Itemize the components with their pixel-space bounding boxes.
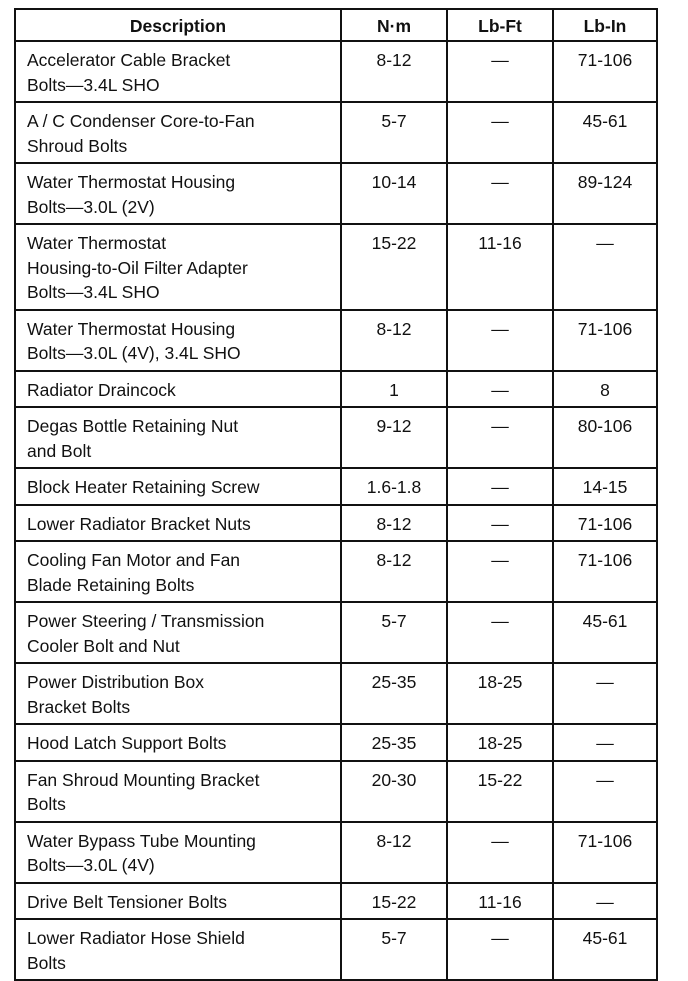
cell-description: Power Distribution Box Bracket Bolts (15, 663, 341, 724)
cell-description: Water Bypass Tube Mounting Bolts—3.0L (4V) (15, 822, 341, 883)
cell-description: Degas Bottle Retaining Nut and Bolt (15, 407, 341, 468)
cell-lbin: — (553, 724, 657, 761)
cell-lbin: 71-106 (553, 822, 657, 883)
cell-lbft: — (447, 919, 553, 980)
cell-lbft: 15-22 (447, 761, 553, 822)
cell-nm: 9-12 (341, 407, 447, 468)
column-header-lbft: Lb-Ft (447, 9, 553, 41)
cell-description: Lower Radiator Bracket Nuts (15, 505, 341, 542)
cell-lbft: — (447, 371, 553, 408)
cell-nm: 8-12 (341, 822, 447, 883)
cell-lbft: — (447, 602, 553, 663)
table-row (15, 541, 657, 602)
cell-lbft: — (447, 468, 553, 505)
cell-description: Water Thermostat Housing-to-Oil Filter Adapter Bolts—3.4L SHO (15, 224, 341, 310)
table-row (15, 919, 657, 980)
table-row (15, 407, 657, 468)
cell-lbft: — (447, 541, 553, 602)
cell-lbin: 71-106 (553, 541, 657, 602)
table-row (15, 102, 657, 163)
cell-lbin: 80-106 (553, 407, 657, 468)
cell-lbin: — (553, 761, 657, 822)
cell-description: Hood Latch Support Bolts (15, 724, 341, 761)
cell-nm: 1 (341, 371, 447, 408)
cell-lbin: 71-106 (553, 310, 657, 371)
table-row (15, 310, 657, 371)
cell-lbin: 71-106 (553, 505, 657, 542)
cell-nm: 8-12 (341, 541, 447, 602)
cell-lbin: — (553, 224, 657, 310)
cell-description: A / C Condenser Core-to-Fan Shroud Bolts (15, 102, 341, 163)
cell-lbft: — (447, 310, 553, 371)
table-row (15, 224, 657, 310)
cell-nm: 20-30 (341, 761, 447, 822)
cell-nm: 5-7 (341, 919, 447, 980)
cell-lbft: — (447, 41, 553, 102)
cell-lbin: 89-124 (553, 163, 657, 224)
table-row (15, 883, 657, 920)
cell-nm: 15-22 (341, 224, 447, 310)
table-row (15, 822, 657, 883)
cell-lbin: 45-61 (553, 102, 657, 163)
cell-description: Radiator Draincock (15, 371, 341, 408)
cell-lbft: 18-25 (447, 724, 553, 761)
cell-lbin: — (553, 883, 657, 920)
cell-description: Fan Shroud Mounting Bracket Bolts (15, 761, 341, 822)
cell-nm: 8-12 (341, 41, 447, 102)
table-row (15, 41, 657, 102)
cell-lbft: 11-16 (447, 883, 553, 920)
column-header-nm: N·m (341, 9, 447, 41)
cell-nm: 8-12 (341, 505, 447, 542)
cell-description: Lower Radiator Hose Shield Bolts (15, 919, 341, 980)
cell-lbft: — (447, 505, 553, 542)
cell-nm: 25-35 (341, 724, 447, 761)
cell-description: Cooling Fan Motor and Fan Blade Retaining Bolts (15, 541, 341, 602)
table-row (15, 761, 657, 822)
torque-specifications-table (14, 8, 658, 981)
table-row (15, 163, 657, 224)
cell-lbft: — (447, 102, 553, 163)
cell-lbft: 11-16 (447, 224, 553, 310)
cell-lbft: 18-25 (447, 663, 553, 724)
cell-lbin: 45-61 (553, 602, 657, 663)
cell-nm: 10-14 (341, 163, 447, 224)
cell-nm: 5-7 (341, 602, 447, 663)
table-body (15, 41, 657, 980)
cell-description: Power Steering / Transmission Cooler Bolt and Nut (15, 602, 341, 663)
cell-lbft: — (447, 407, 553, 468)
cell-lbin: 8 (553, 371, 657, 408)
cell-description: Water Thermostat Housing Bolts—3.0L (4V), 3.4L SHO (15, 310, 341, 371)
cell-nm: 5-7 (341, 102, 447, 163)
cell-lbin: 45-61 (553, 919, 657, 980)
cell-lbft: — (447, 163, 553, 224)
cell-description: Accelerator Cable Bracket Bolts—3.4L SHO (15, 41, 341, 102)
table-row (15, 468, 657, 505)
column-header-description: Description (15, 9, 341, 41)
cell-nm: 15-22 (341, 883, 447, 920)
column-header-lbin: Lb-In (553, 9, 657, 41)
cell-lbin: — (553, 663, 657, 724)
cell-lbin: 71-106 (553, 41, 657, 102)
cell-description: Drive Belt Tensioner Bolts (15, 883, 341, 920)
cell-lbft: — (447, 822, 553, 883)
table-row (15, 663, 657, 724)
table-header-row (15, 9, 657, 41)
cell-nm: 25-35 (341, 663, 447, 724)
table-row (15, 505, 657, 542)
table-row (15, 371, 657, 408)
cell-nm: 1.6-1.8 (341, 468, 447, 505)
cell-description: Water Thermostat Housing Bolts—3.0L (2V) (15, 163, 341, 224)
table-row (15, 602, 657, 663)
table-row (15, 724, 657, 761)
cell-description: Block Heater Retaining Screw (15, 468, 341, 505)
cell-lbin: 14-15 (553, 468, 657, 505)
cell-nm: 8-12 (341, 310, 447, 371)
